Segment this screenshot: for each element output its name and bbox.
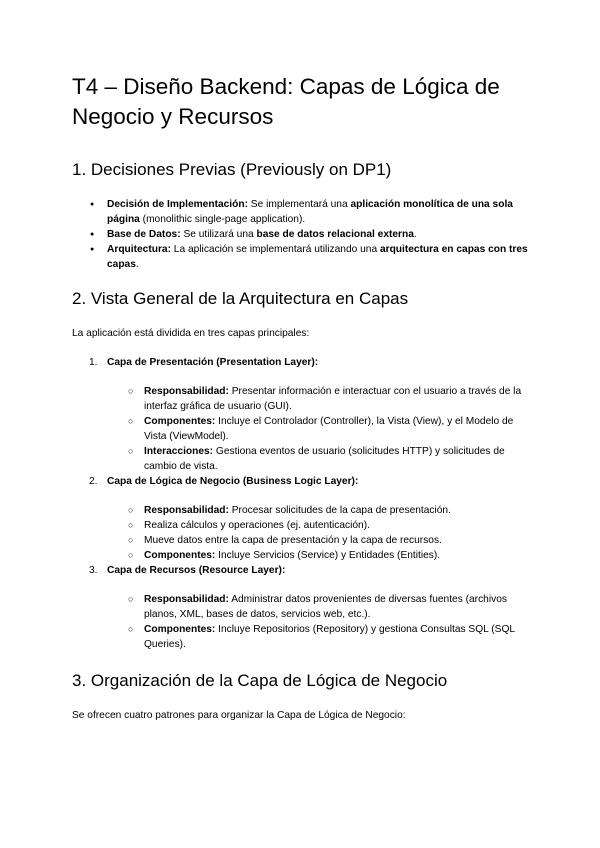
layer-title: Capa de Lógica de Negocio (Business Logic Layer):: [107, 476, 359, 487]
item-emphasis: base de datos relacional externa: [256, 229, 414, 240]
item-text: (monolithic single-page application).: [139, 214, 306, 225]
item-label: Base de Datos:: [107, 229, 181, 240]
section1-heading: 1. Decisiones Previas (Previously on DP1): [72, 160, 392, 179]
item-label: Decisión de Implementación:: [107, 199, 248, 210]
list-item: [107, 227, 528, 242]
sub-label: Responsabilidad:: [144, 505, 229, 516]
list-number: 2.: [89, 476, 98, 487]
layer-sublist: [107, 592, 528, 652]
item-label: Arquitectura:: [107, 244, 171, 255]
sublist-item: [144, 533, 528, 548]
section2-heading: 2. Vista General de la Arquitectura en Capas: [72, 289, 409, 308]
sublist-item: [144, 503, 528, 518]
item-text: La aplicación se implementará utilizando una: [170, 244, 380, 255]
sublist-item: [144, 622, 528, 652]
list-item: [107, 197, 528, 227]
item-text: .: [413, 229, 417, 240]
sublist-item: [144, 548, 528, 563]
sub-text: Incluye Repositorios (Repository) y gestiona Consultas SQL (SQL Queries).: [144, 624, 515, 650]
item-emphasis: arquitectura en capas con tres capas: [107, 244, 528, 270]
sub-text: Incluye el Controlador (Controller), la Vista (View), y el Modelo de Vista (ViewModel).: [144, 416, 514, 442]
sub-text: Procesar solicitudes de la capa de presentación.: [228, 505, 451, 516]
item-emphasis: aplicación monolítica de una sola página: [107, 199, 513, 225]
sublist-item: [144, 592, 528, 622]
sub-text: Realiza cálculos y operaciones (ej. autenticación).: [144, 520, 370, 531]
item-text: Se implementará una: [247, 199, 351, 210]
section3-intro: Se ofrecen cuatro patrones para organizar la Capa de Lógica de Negocio:: [72, 710, 406, 721]
layer-title: Capa de Presentación (Presentation Layer):: [107, 357, 319, 368]
sub-label: Componentes:: [144, 550, 216, 561]
list-number: 3.: [89, 565, 98, 576]
layer-title: Capa de Recursos (Resource Layer):: [107, 565, 286, 576]
layer-item: [89, 474, 528, 563]
list-number: 1.: [89, 357, 98, 368]
layer-sublist: [107, 503, 528, 563]
sub-text: Gestiona eventos de usuario (solicitudes HTTP) y solicitudes de cambio de vista.: [144, 446, 505, 472]
layer-sublist: [107, 384, 528, 474]
sub-label: Interacciones:: [144, 446, 214, 457]
section1-list: [72, 197, 528, 272]
sublist-item: [144, 414, 528, 444]
sub-label: Responsabilidad:: [144, 386, 229, 397]
item-text: .: [135, 259, 139, 270]
sub-text: Presentar información e interactuar con el usuario a través de la interfaz gráfica de usuario (GUI).: [144, 386, 522, 412]
sub-label: Componentes:: [144, 416, 216, 427]
document-title: T4 – Diseño Backend: Capas de Lógica de Negocio y Recursos: [72, 74, 500, 129]
sub-text: Incluye Servicios (Service) y Entidades (Entities).: [215, 550, 441, 561]
sub-text: Administrar datos provenientes de diversas fuentes (archivos planos, XML, bases de datos, servicios web, etc.).: [144, 594, 507, 620]
section3-heading: 3. Organización de la Capa de Lógica de Negocio: [72, 671, 448, 690]
sub-label: Componentes:: [144, 624, 216, 635]
sublist-item: [144, 444, 528, 474]
layer-item: [89, 563, 528, 652]
sublist-item: [144, 518, 528, 533]
sublist-item: [144, 384, 528, 414]
layer-item: [89, 355, 528, 474]
layers-list: [72, 355, 528, 652]
item-text: Se utilizará una: [180, 229, 257, 240]
list-item: [107, 242, 528, 272]
sub-text: Mueve datos entre la capa de presentación y la capa de recursos.: [144, 535, 442, 546]
sub-label: Responsabilidad:: [144, 594, 229, 605]
section2-intro: La aplicación está dividida en tres capas principales:: [72, 328, 310, 339]
